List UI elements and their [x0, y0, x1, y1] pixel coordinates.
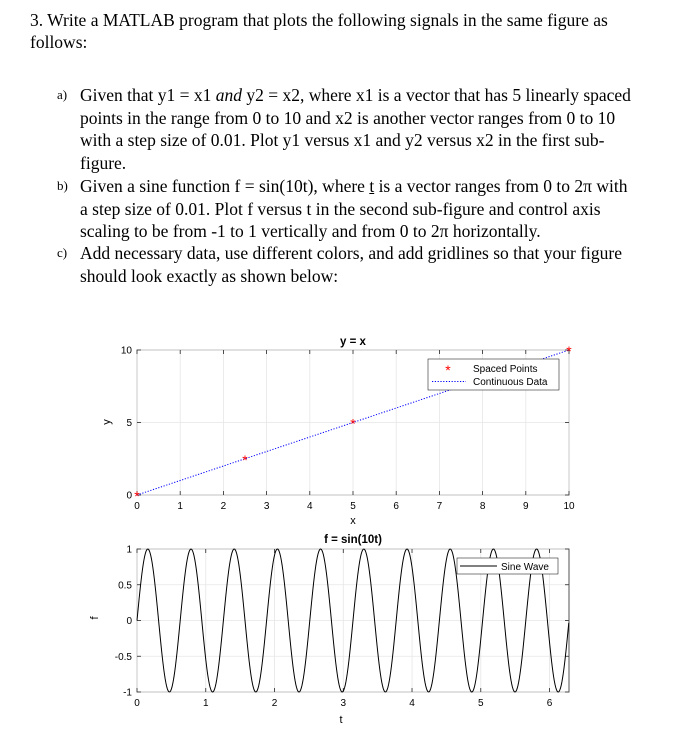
x-tick-label: 9 — [523, 501, 529, 512]
subplot-2-legend — [457, 558, 558, 574]
marker-point: * — [350, 415, 356, 432]
item-letter: b) — [57, 178, 68, 193]
x-tick-label: 1 — [202, 698, 209, 709]
marker-point: * — [566, 343, 572, 359]
legend-2-label-sine: Sine Wave — [501, 562, 549, 573]
x-tick-label: 0 — [134, 698, 140, 709]
subplot-1-x-tick-labels — [134, 501, 575, 512]
x-tick-label: 10 — [563, 501, 575, 512]
x-tick-label: 4 — [409, 698, 415, 709]
x-tick-label: 8 — [479, 501, 486, 512]
subplot-2-xlabel: t — [339, 714, 343, 726]
x-tick-label: 0 — [134, 501, 140, 512]
legend-1-marker-spaced: * — [445, 362, 451, 378]
subplot-1 — [101, 336, 575, 527]
x-tick-label: 6 — [546, 698, 553, 709]
question-line-1: 3. Write a MATLAB program that plots the following signals in the same figure as — [30, 10, 608, 30]
subplot-1-xlabel: x — [350, 515, 356, 527]
text-run: figure. — [80, 152, 127, 173]
subplot-2-y-tick-labels — [115, 545, 133, 699]
x-tick-label: 2 — [271, 698, 278, 709]
subplot-2-ylabel: f — [89, 616, 101, 620]
y-tick-label: 5 — [126, 418, 132, 429]
item-letter: c) — [57, 245, 68, 260]
subplot-1-legend — [428, 359, 559, 390]
y-tick-label: 0 — [126, 616, 132, 627]
y-tick-label: 0.5 — [118, 580, 132, 592]
text-run: scaling to be from -1 to 1 vertically and from 0 to 2π horizontally. — [80, 221, 541, 241]
text-run: should look exactly as shown below: — [80, 265, 339, 286]
subplot-2-title: f = sin(10t) — [324, 534, 382, 546]
text-run: Given a sine function f = sin(10t), where — [80, 176, 370, 196]
y-tick-label: -1 — [123, 687, 132, 699]
text-run: is a vector ranges from 0 to 2π with — [374, 176, 628, 196]
x-tick-label: 5 — [477, 698, 484, 709]
x-tick-label: 6 — [393, 501, 399, 512]
y-tick-label: -0.5 — [114, 651, 132, 663]
text-run: Add necessary data, use different colors, and add gridlines so that your figure — [80, 243, 623, 263]
x-tick-label: 4 — [307, 501, 313, 512]
x-tick-label: 7 — [436, 501, 443, 512]
subplot-1-ylabel: y — [101, 419, 113, 425]
text-run: points in the range from 0 to 10 and x2 is another vector ranges from 0 to 10 — [80, 107, 616, 128]
x-tick-label: 1 — [177, 501, 183, 512]
question-number: 3. — [30, 10, 44, 30]
y-tick-label: 1 — [126, 544, 132, 556]
y-tick-label: 0 — [126, 490, 132, 502]
x-tick-label: 3 — [263, 501, 270, 512]
marker-point: * — [134, 488, 140, 504]
text-run: y2 = x2, where x1 is a vector that has 5 linearly spaced — [242, 85, 631, 105]
subplot-1-y-tick-labels — [121, 346, 133, 502]
x-tick-label: 5 — [350, 501, 356, 512]
text-run: Given that y1 = x1 — [80, 85, 216, 105]
y-tick-label: 10 — [120, 345, 132, 357]
text-run: t — [369, 176, 375, 196]
subplot-2 — [89, 534, 569, 726]
text-run: with a step size of 0.01. Plot y1 versus x1 and y2 versus x2 in the first sub- — [80, 130, 605, 150]
x-tick-label: 2 — [220, 501, 227, 512]
legend-1-label-continuous: Continuous Data — [473, 377, 548, 388]
legend-1-label-spaced: Spaced Points — [473, 364, 538, 375]
marker-point: * — [242, 451, 248, 468]
subplot-1-title: y = x — [340, 336, 366, 348]
item-letter: a) — [57, 87, 68, 102]
text-run: a step size of 0.01. Plot f versus t in the second sub-figure and control axis — [80, 198, 601, 219]
subplot-2-x-tick-labels — [134, 698, 553, 709]
text-run: and — [215, 85, 243, 105]
question-line-2: follows: — [30, 32, 88, 52]
x-tick-label: 3 — [340, 698, 347, 709]
